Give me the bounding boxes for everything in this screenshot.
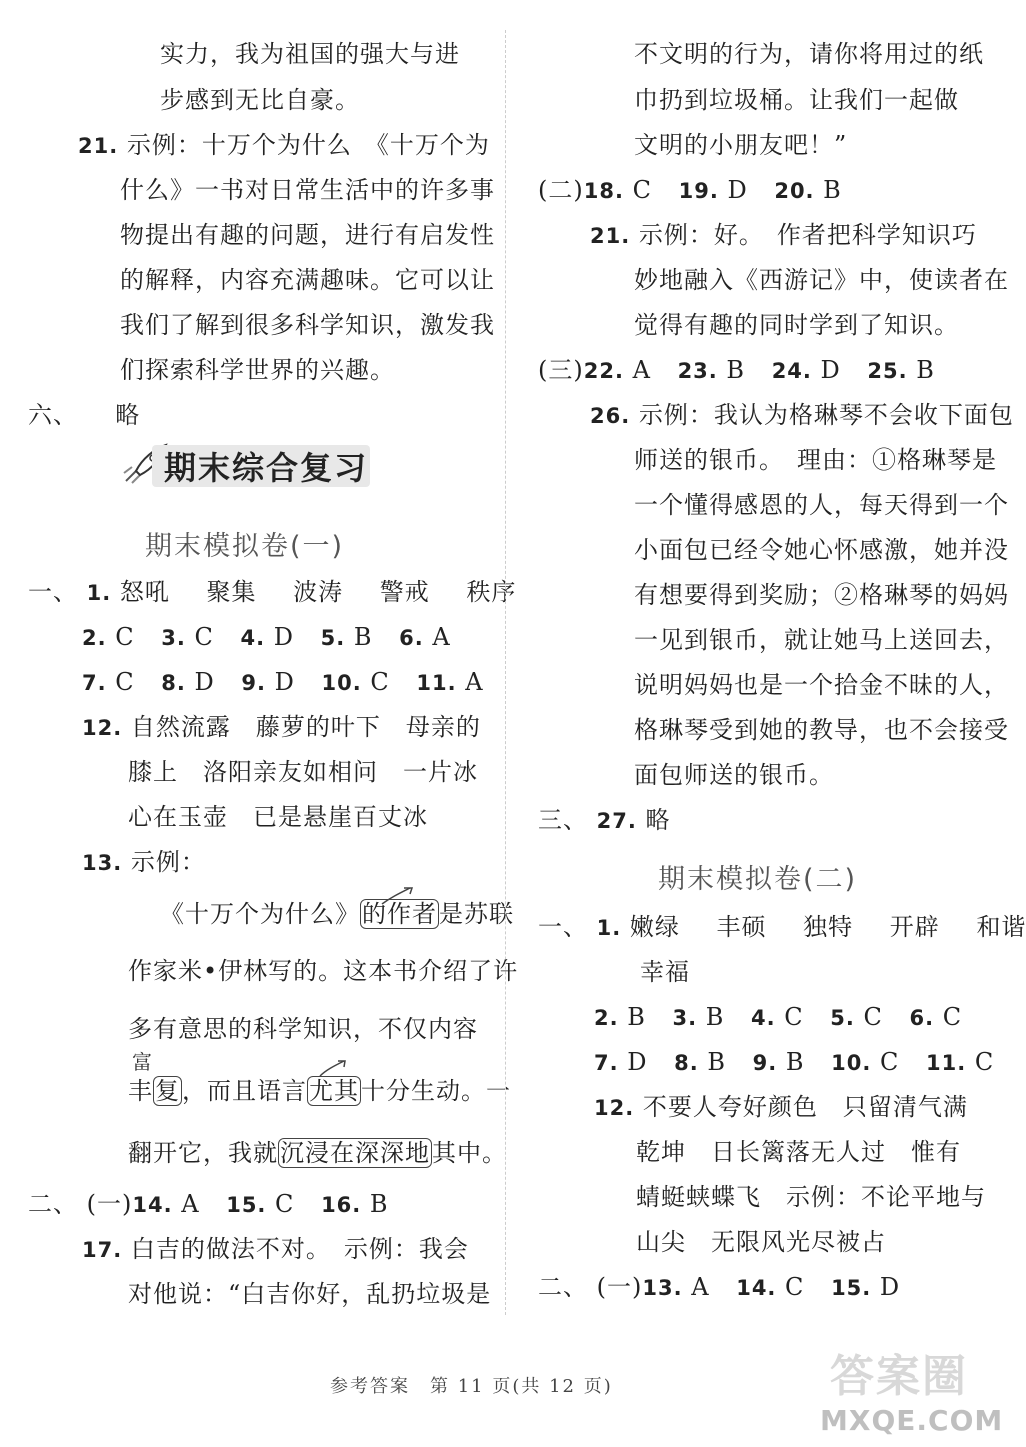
text-line: 不文明的行为，请你将用过的纸 <box>634 40 984 68</box>
answer-choice: D <box>273 623 294 651</box>
answer-choice: C <box>880 1048 900 1076</box>
question-number: 25. <box>867 359 908 383</box>
text-line: 巾扔到垃圾桶。让我们一起做 <box>634 86 959 114</box>
answer-choice: C <box>370 668 390 696</box>
answer-choice: B <box>707 1048 726 1076</box>
question-number: 5. <box>320 626 346 650</box>
section-label: 三、 <box>538 806 588 834</box>
answer-row <box>594 1046 994 1079</box>
answer-text: 示例：好。 作者把科学知识巧 <box>638 221 977 249</box>
question-number: 23. <box>677 359 718 383</box>
answer-text: 自然流露 藤萝的叶下 母亲的 <box>130 713 481 741</box>
question-21 <box>590 219 977 252</box>
question-number: 9. <box>241 671 266 695</box>
question-number: 15. <box>226 1193 267 1217</box>
question-number: 27. <box>596 809 637 833</box>
answer-choice: D <box>727 176 748 204</box>
answer-row <box>82 621 451 654</box>
text-span: 是苏联 <box>439 900 514 928</box>
text-line: 有想要得到奖励；②格琳琴的妈妈 <box>634 581 1009 609</box>
answer-choice: B <box>627 1003 646 1031</box>
question-number: 15. <box>831 1276 872 1300</box>
answer-choice: A <box>691 1273 710 1301</box>
text-line: 小面包已经令她心怀感激，她并没 <box>634 536 1009 564</box>
question-number: 5. <box>830 1006 855 1030</box>
question-number: 21. <box>590 224 631 248</box>
answer-word: 和谐 <box>976 913 1026 941</box>
text-line: 们探索科学世界的兴趣。 <box>120 356 395 384</box>
section-label: 一、 <box>28 578 78 606</box>
answer-text: 不要人夸好颜色 只留清气满 <box>642 1093 968 1121</box>
answer-text: 白吉的做法不对。 示例：我会 <box>130 1235 469 1263</box>
question-13 <box>82 846 206 879</box>
text-span: 十分生动。一 <box>361 1077 511 1105</box>
question-number: 22. <box>583 359 624 383</box>
question-number: 6. <box>399 626 424 650</box>
text-line: 膝上 洛阳亲友如相问 一片冰 <box>128 758 478 786</box>
question-number: 21. <box>78 134 119 158</box>
section-three <box>538 804 670 837</box>
text-line: 我们了解到很多科学知识，激发我 <box>120 311 495 339</box>
answer-word: 秩序 <box>466 578 517 606</box>
answer-choice: C <box>194 623 214 651</box>
section-label: 六、 <box>28 401 78 429</box>
question-number: 1. <box>86 581 112 605</box>
page-footer: 参考答案 第 11 页(共 12 页) <box>330 1376 613 1397</box>
answer-choice: B <box>726 356 746 384</box>
question-number: 16. <box>321 1193 362 1217</box>
text-line: 心在玉壶 已是悬崖百丈冰 <box>128 803 428 831</box>
answer-row <box>82 666 484 699</box>
text-span: 其中。 <box>432 1139 507 1167</box>
answer-word: 开辟 <box>889 913 940 941</box>
question-1 <box>538 911 1026 944</box>
question-number: 3. <box>672 1006 698 1030</box>
text-line: 实力，我为祖国的强大与进 <box>160 40 460 68</box>
answer-choice: C <box>632 176 652 204</box>
answer-choice: B <box>823 176 842 204</box>
answer-text: 示例： <box>130 848 206 876</box>
answer-word: 怒吼 <box>119 578 170 606</box>
question-number: 2. <box>594 1006 619 1030</box>
text-line: 师送的银币。 理由：①格琳琴是 <box>634 446 997 474</box>
question-number: 6. <box>909 1006 935 1030</box>
subsection-label: (一) <box>86 1190 133 1218</box>
answer-choice: C <box>115 668 135 696</box>
answer-choice: C <box>942 1003 963 1031</box>
answer-choice: A <box>181 1190 200 1218</box>
answer-choice: C <box>784 1003 804 1031</box>
answer-choice: D <box>627 1048 648 1076</box>
text-line: 多有意思的科学知识，不仅内容 <box>128 1015 478 1043</box>
answer-word: 波涛 <box>293 578 344 606</box>
text-line: 幸福 <box>640 958 690 986</box>
answer-choice: B <box>705 1003 725 1031</box>
answer-choice: A <box>632 356 651 384</box>
question-1 <box>28 576 516 609</box>
correction-mark-icon <box>380 884 416 908</box>
subsection-3 <box>538 354 935 387</box>
text-line: 对他说：“白吉你好，乱扔垃圾是 <box>128 1280 492 1308</box>
answer-choice: B <box>353 623 373 651</box>
question-26 <box>590 399 1014 432</box>
text-line: 的解释，内容充满趣味。它可以让 <box>120 266 495 294</box>
text-line: 蜻蜓蛱蝶飞 示例：不论平地与 <box>636 1183 986 1211</box>
answer-choice: D <box>879 1273 901 1301</box>
question-number: 26. <box>590 404 631 428</box>
text-span: ，而且语言 <box>182 1077 307 1105</box>
question-21 <box>78 129 490 162</box>
section-banner <box>120 437 380 491</box>
text-line: 物提出有趣的问题，进行有启发性 <box>120 221 495 249</box>
answer-text: 示例：十万个为什么 《十万个为 <box>126 131 490 159</box>
question-number: 11. <box>416 671 457 695</box>
text-line: 格琳琴受到她的教导，也不会接受 <box>634 716 1009 744</box>
answer-choice: D <box>194 668 215 696</box>
text-line: 妙地融入《西游记》中，使读者在 <box>634 266 1009 294</box>
correction-mark-icon <box>318 1058 348 1080</box>
question-number: 4. <box>751 1006 776 1030</box>
question-number: 13. <box>642 1276 683 1300</box>
text-line: 觉得有趣的同时学到了知识。 <box>634 311 959 339</box>
question-number: 9. <box>752 1051 778 1075</box>
question-number: 4. <box>240 626 266 650</box>
text-line: 什么》一书对日常生活中的许多事 <box>120 176 495 204</box>
question-number: 18. <box>583 179 624 203</box>
subsection-label: (二) <box>538 176 584 204</box>
watermark-text: 答案圈 <box>830 1351 968 1402</box>
section-two <box>28 1188 389 1221</box>
text-line: 文明的小朋友吧！” <box>634 131 848 159</box>
text-line <box>128 1137 507 1169</box>
boxed-text: 沉浸在深深地 <box>280 1139 430 1167</box>
text-line: 步感到无比自豪。 <box>160 86 360 114</box>
boxed-text: 尤其 <box>309 1077 359 1105</box>
answer-choice: A <box>465 668 484 696</box>
question-number: 17. <box>82 1238 123 1262</box>
question-number: 1. <box>596 916 622 940</box>
answer-word: 聚集 <box>206 578 257 606</box>
text-line: 山尖 无限风光尽被占 <box>636 1228 886 1256</box>
question-number: 19. <box>678 179 719 203</box>
answer-word: 丰硕 <box>716 913 767 941</box>
section-label: 一、 <box>538 913 588 941</box>
text-line: 一见到银币，就让她马上送回去， <box>634 626 1009 654</box>
question-number: 24. <box>771 359 812 383</box>
answer-word: 独特 <box>803 913 854 941</box>
text-span: 丰 <box>128 1077 153 1105</box>
question-number: 14. <box>132 1193 173 1217</box>
text-span: 翻开它，我就 <box>128 1139 278 1167</box>
text-line: 乾坤 日长篱落无人过 惟有 <box>636 1138 961 1166</box>
question-12 <box>82 711 481 744</box>
section-label: 二、 <box>538 1273 588 1301</box>
section-six <box>28 399 140 431</box>
question-number: 8. <box>161 671 186 695</box>
question-number: 20. <box>774 179 815 203</box>
text-line: 作家米•伊林写的。这本书介绍了许 <box>128 957 519 985</box>
question-number: 11. <box>926 1051 967 1075</box>
answer-text: 示例：我认为格琳琴不会收下面包 <box>638 401 1014 429</box>
column-divider <box>505 30 506 1315</box>
question-number: 14. <box>736 1276 777 1300</box>
answer-choice: B <box>916 356 935 384</box>
answer-choice: C <box>974 1048 995 1076</box>
watermark-url: MXQE.COM <box>820 1404 1004 1437</box>
text-line <box>160 898 514 930</box>
text-line: 说明妈妈也是一个拾金不昧的人， <box>634 671 1009 699</box>
exam-1-title: 期末模拟卷(一) <box>145 531 345 562</box>
answer-choice: C <box>115 623 135 651</box>
answer-word: 嫩绿 <box>629 913 680 941</box>
exam-2-title: 期末模拟卷(二) <box>658 864 858 895</box>
question-number: 7. <box>594 1051 619 1075</box>
section-label: 二、 <box>28 1190 78 1218</box>
text-span: 《十万个为什么》 <box>160 900 360 928</box>
subsection-label: (三) <box>538 356 584 384</box>
answer-choice: D <box>274 668 295 696</box>
question-number: 2. <box>82 626 107 650</box>
banner-title: 期末综合复习 <box>164 449 369 487</box>
watermark-logo <box>800 1340 1004 1440</box>
question-number: 12. <box>82 716 123 740</box>
text-line: 面包师送的银币。 <box>634 761 834 789</box>
subsection-label: (一) <box>596 1273 643 1301</box>
answer-choice: A <box>432 623 451 651</box>
answer-choice: D <box>820 356 841 384</box>
boxed-text: 的作者 <box>362 900 437 928</box>
question-17 <box>82 1233 469 1266</box>
question-12 <box>594 1091 968 1124</box>
question-number: 8. <box>674 1051 699 1075</box>
answer-text: 略 <box>115 401 141 429</box>
question-number: 10. <box>321 671 362 695</box>
section-two <box>538 1271 900 1304</box>
question-number: 12. <box>594 1096 635 1120</box>
answer-choice: B <box>785 1048 805 1076</box>
answer-word: 警戒 <box>379 578 430 606</box>
answer-choice: B <box>369 1190 389 1218</box>
question-number: 13. <box>82 851 123 875</box>
answer-row <box>594 1001 962 1034</box>
text-line: 一个懂得感恩的人，每天得到一个 <box>634 491 1009 519</box>
answer-choice: C <box>863 1003 883 1031</box>
question-number: 10. <box>831 1051 872 1075</box>
handwritten-correction: 富 <box>132 1050 152 1074</box>
question-number: 7. <box>82 671 107 695</box>
answer-choice: C <box>275 1190 295 1218</box>
question-number: 3. <box>161 626 186 650</box>
answer-choice: C <box>785 1273 805 1301</box>
subsection-2 <box>538 174 842 207</box>
answer-text: 略 <box>645 806 671 834</box>
boxed-text: 复 <box>155 1077 180 1105</box>
